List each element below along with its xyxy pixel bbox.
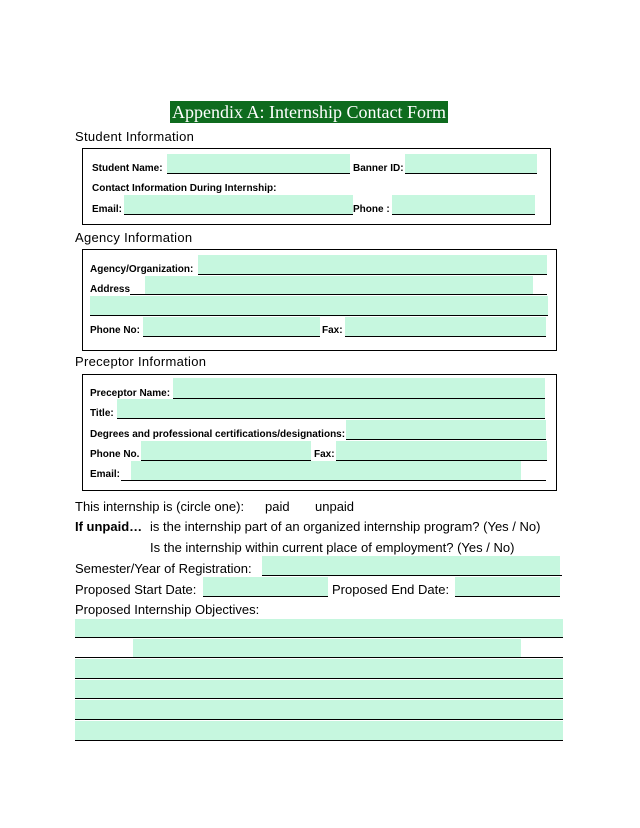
preceptor-title-label: Title: xyxy=(90,408,114,419)
preceptor-email-line xyxy=(121,480,546,481)
objectives-line-3 xyxy=(75,678,563,679)
student-email-field[interactable] xyxy=(124,195,353,215)
agency-fax-field[interactable] xyxy=(345,317,546,337)
circle-one-text: This internship is (circle one): xyxy=(75,499,245,514)
preceptor-phone-label: Phone No. xyxy=(90,449,140,460)
agency-org-field[interactable] xyxy=(198,255,547,275)
preceptor-degrees-line xyxy=(346,439,546,440)
semester-year-line xyxy=(262,575,562,576)
end-date-line xyxy=(455,596,560,597)
agency-address-field[interactable] xyxy=(145,276,533,294)
agency-phone-field[interactable] xyxy=(143,317,320,337)
if-unpaid-label: If unpaid… xyxy=(75,519,143,534)
objectives-field-6[interactable] xyxy=(75,721,563,740)
end-date-field[interactable] xyxy=(455,577,560,596)
agency-fax-line xyxy=(345,336,546,337)
start-date-line xyxy=(203,596,328,597)
objectives-label: Proposed Internship Objectives: xyxy=(75,602,260,617)
start-date-field[interactable] xyxy=(203,577,328,596)
agency-address-line-2 xyxy=(90,315,548,316)
agency-org-line xyxy=(198,274,547,275)
student-name-line xyxy=(167,173,350,174)
agency-org-label: Agency/Organization: xyxy=(90,264,194,275)
objectives-line-6 xyxy=(75,740,563,741)
agency-address-field-2[interactable] xyxy=(90,296,548,316)
preceptor-email-field[interactable] xyxy=(131,461,521,481)
contact-info-label: Contact Information During Internship: xyxy=(92,183,277,194)
semester-year-label: Semester/Year of Registration: xyxy=(75,561,252,576)
agency-address-label: Address xyxy=(90,284,131,295)
agency-fax-label: Fax: xyxy=(322,325,343,336)
agency-section-heading: Agency Information xyxy=(75,230,193,245)
preceptor-degrees-field[interactable] xyxy=(346,420,546,440)
semester-year-field[interactable] xyxy=(262,556,560,575)
preceptor-name-label: Preceptor Name: xyxy=(90,388,171,399)
objectives-line-1 xyxy=(75,637,563,638)
preceptor-phone-field[interactable] xyxy=(141,441,311,461)
page-title: Appendix A: Internship Contact Form xyxy=(172,102,446,122)
paid-option[interactable]: paid xyxy=(265,499,290,514)
preceptor-fax-field[interactable] xyxy=(336,441,547,461)
student-name-field[interactable] xyxy=(167,154,350,174)
preceptor-section-heading: Preceptor Information xyxy=(75,354,207,369)
agency-phone-line xyxy=(143,336,320,337)
student-phone-line xyxy=(392,214,535,215)
objectives-field-3[interactable] xyxy=(75,659,563,678)
student-email-line xyxy=(124,214,353,215)
current-employment-question: Is the internship within current place of employment? (Yes / No) xyxy=(150,540,515,555)
student-email-label: Email: xyxy=(92,204,123,215)
objectives-field-2[interactable] xyxy=(133,639,521,658)
agency-address-line-1 xyxy=(130,294,547,295)
start-date-label: Proposed Start Date: xyxy=(75,582,197,597)
preceptor-degrees-label: Degrees and professional certifications/designations: xyxy=(90,429,346,440)
end-date-label: Proposed End Date: xyxy=(332,582,450,597)
preceptor-name-field[interactable] xyxy=(173,378,545,398)
preceptor-title-line xyxy=(117,418,545,419)
preceptor-title-field[interactable] xyxy=(117,399,545,419)
banner-id-line xyxy=(405,173,537,174)
student-name-label: Student Name: xyxy=(92,163,163,174)
objectives-line-2 xyxy=(75,657,563,658)
organized-program-question: is the internship part of an organized internship program? (Yes / No) xyxy=(150,519,541,534)
banner-id-field[interactable] xyxy=(405,154,537,174)
student-phone-label: Phone : xyxy=(353,204,390,215)
objectives-field-5[interactable] xyxy=(75,700,563,719)
student-section-heading: Student Information xyxy=(75,129,195,144)
preceptor-email-label: Email: xyxy=(90,469,121,480)
preceptor-fax-label: Fax: xyxy=(314,449,335,460)
objectives-field-4[interactable] xyxy=(75,680,563,699)
banner-id-label: Banner ID: xyxy=(353,163,404,174)
objectives-line-5 xyxy=(75,719,563,720)
objectives-field-1[interactable] xyxy=(75,619,563,638)
unpaid-option[interactable]: unpaid xyxy=(315,499,355,514)
objectives-line-4 xyxy=(75,698,563,699)
student-phone-field[interactable] xyxy=(392,195,535,215)
agency-phone-label: Phone No: xyxy=(90,325,140,336)
